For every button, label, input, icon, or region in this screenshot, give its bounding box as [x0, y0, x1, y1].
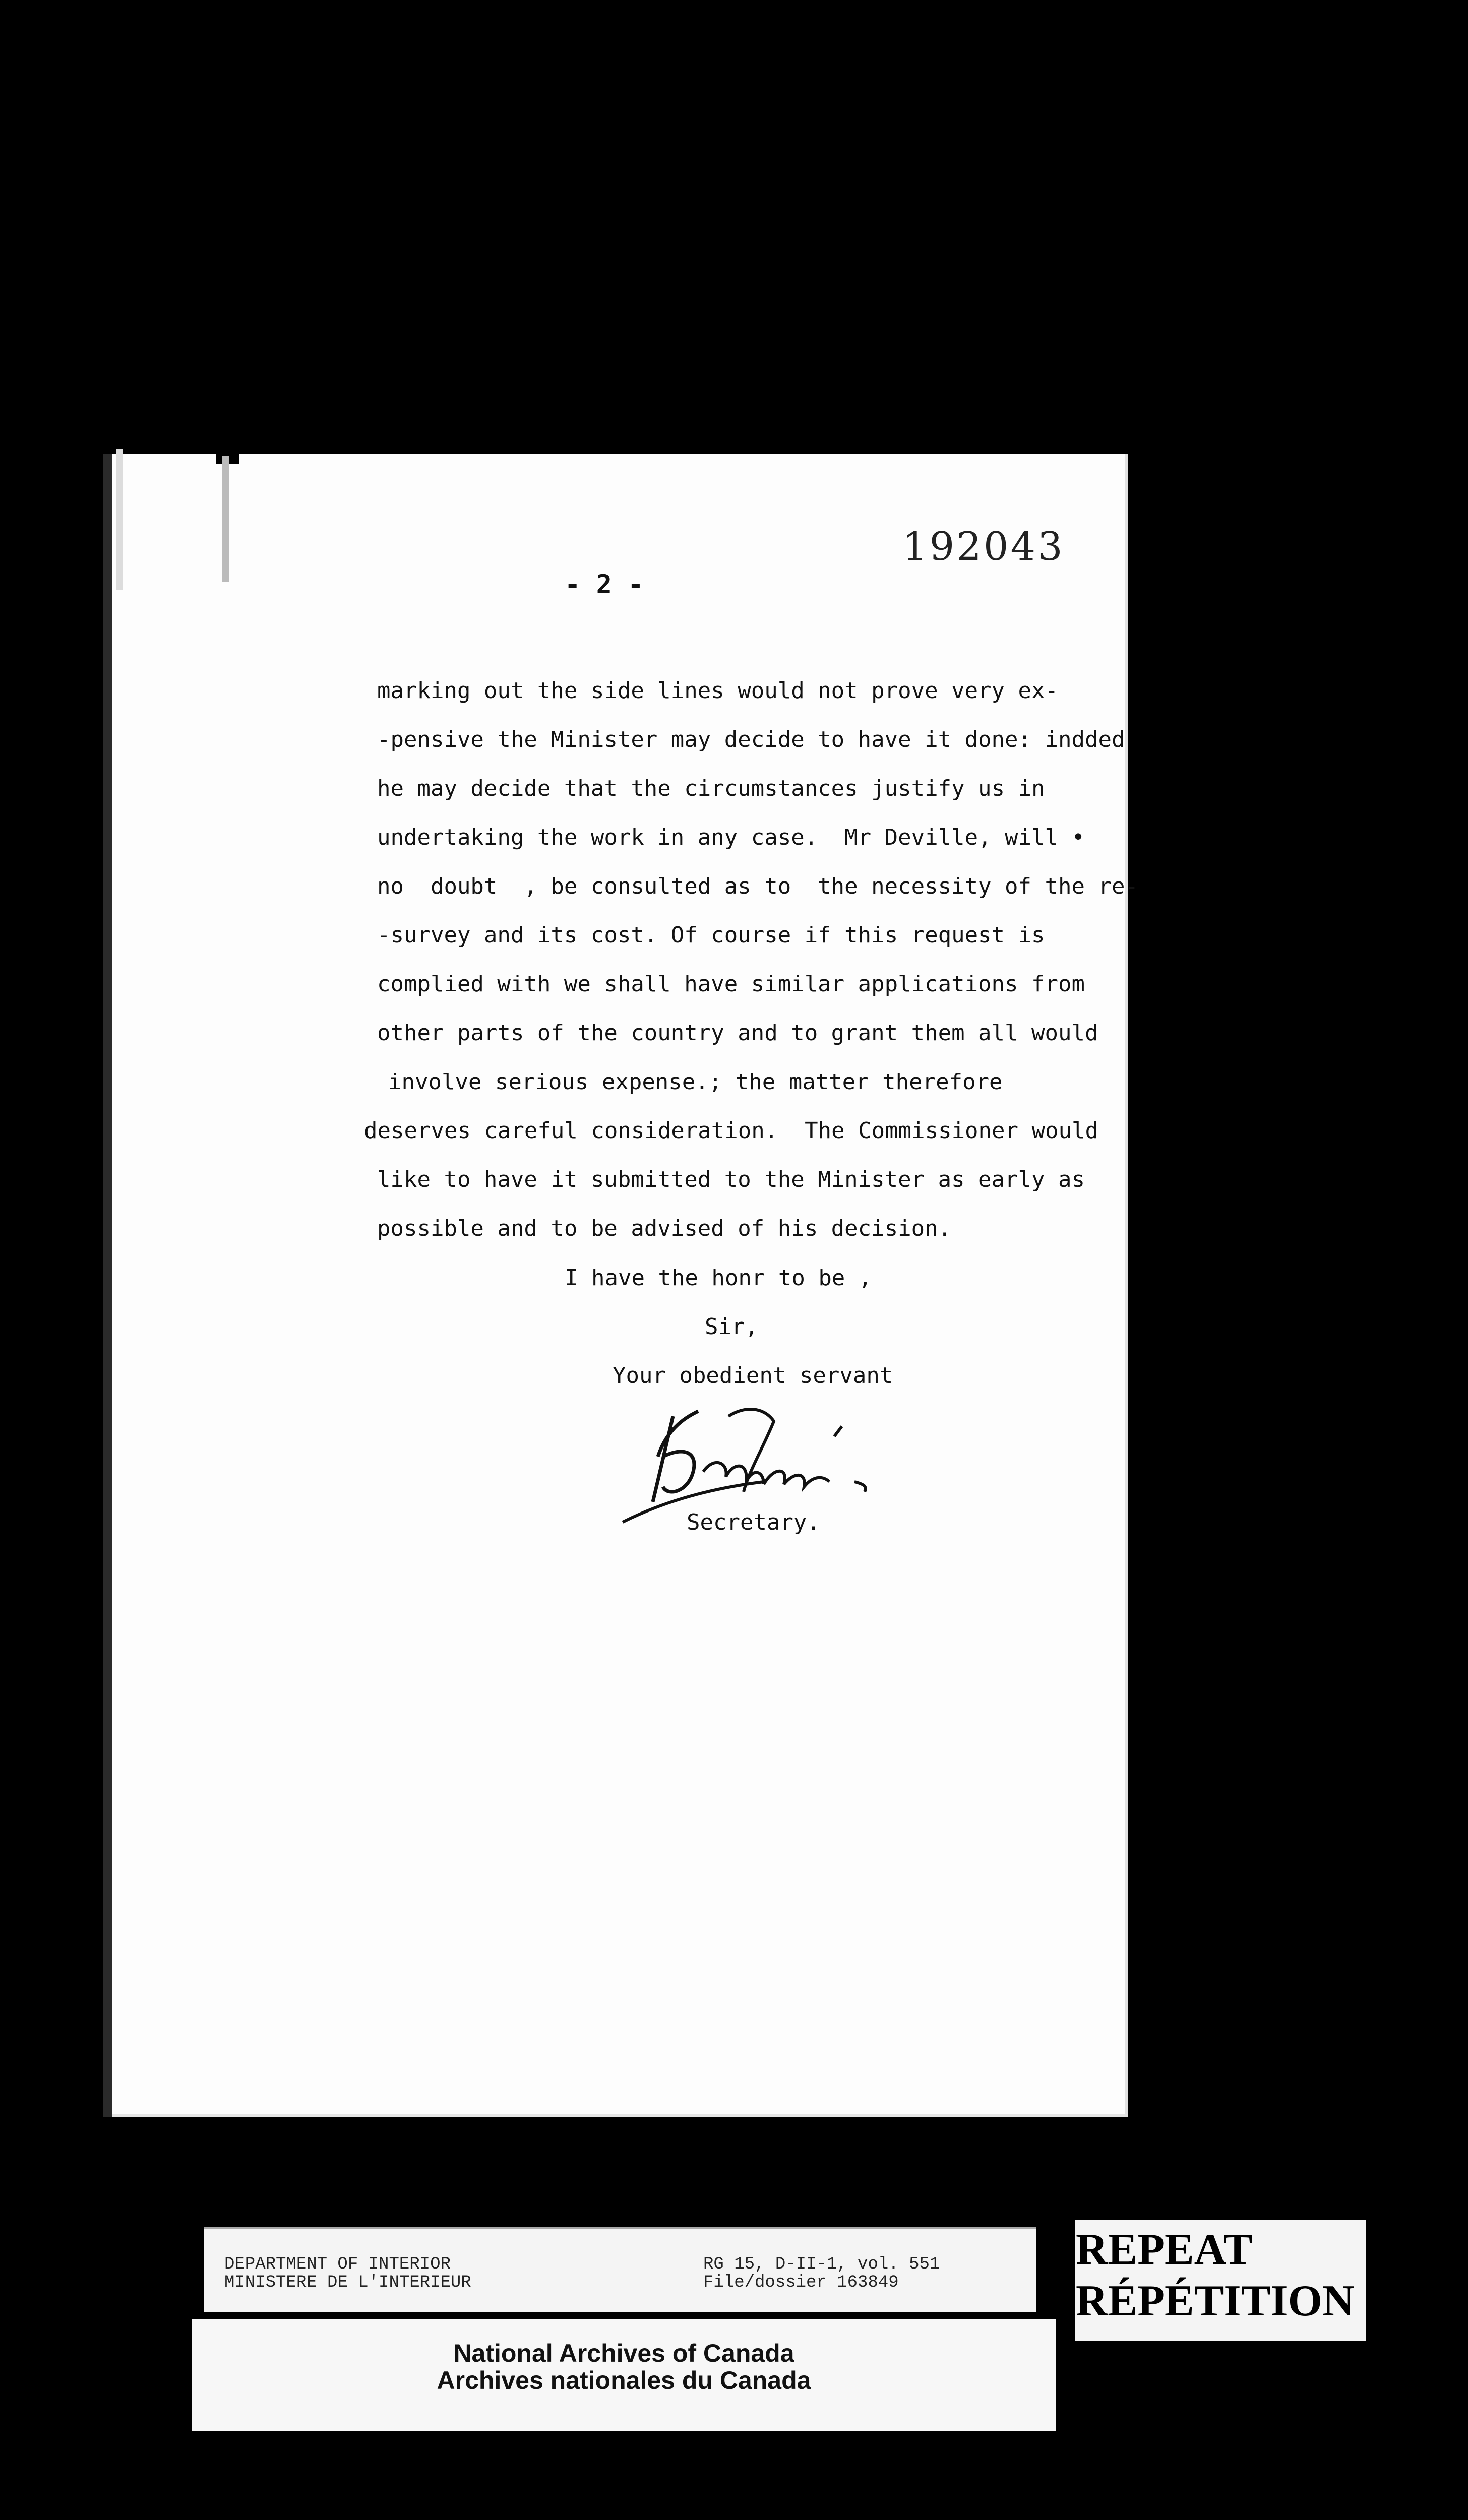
- archives-name-en: National Archives of Canada: [453, 2339, 794, 2367]
- body-line: deserves careful consideration. The Commissioner would: [364, 1118, 1098, 1144]
- closing-line: I have the honr to be ,: [565, 1265, 872, 1291]
- repeat-text-en: REPEAT: [1076, 2225, 1253, 2274]
- archives-name-fr: Archives nationales du Canada: [437, 2366, 811, 2395]
- staple-shadow: [222, 456, 229, 582]
- body-line: other parts of the country and to grant them all would: [377, 1020, 1098, 1046]
- body-line: no doubt , be consulted as to the necessity of the re-: [377, 873, 1138, 899]
- closing-salutation: Sir,: [705, 1314, 758, 1340]
- department-name-fr: MINISTERE DE L'INTERIEUR: [224, 2273, 471, 2292]
- body-line: complied with we shall have similar applications from: [377, 971, 1085, 997]
- department-label: [204, 2227, 1036, 2312]
- page-number: - 2 -: [565, 570, 644, 600]
- file-number-stamp: 192043: [902, 524, 1065, 570]
- signature-title: Secretary.: [687, 1509, 820, 1535]
- body-line: marking out the side lines would not prove very ex-: [377, 678, 1059, 704]
- body-line: he may decide that the circumstances justify us in: [377, 776, 1045, 801]
- body-line: undertaking the work in any case. Mr Deville, will •: [377, 825, 1085, 850]
- handwritten-signature: [613, 1396, 875, 1527]
- closing-servant: Your obedient servant: [613, 1363, 893, 1389]
- staple-fold-mark: [116, 449, 123, 590]
- department-name-en: DEPARTMENT OF INTERIOR: [224, 2255, 451, 2274]
- repeat-text-fr: RÉPÉTITION: [1076, 2277, 1355, 2325]
- file-reference: File/dossier 163849: [703, 2273, 899, 2292]
- body-line: -pensive the Minister may decide to have it done: indded: [377, 727, 1125, 752]
- archives-label: [192, 2319, 1056, 2431]
- body-line: -survey and its cost. Of course if this request is: [377, 922, 1045, 948]
- repeat-label: [1075, 2220, 1366, 2341]
- record-group-reference: RG 15, D-II-1, vol. 551: [703, 2255, 940, 2274]
- body-line: possible and to be advised of his decision.: [377, 1216, 952, 1241]
- body-line: like to have it submitted to the Minister as early as: [377, 1167, 1085, 1192]
- body-line: involve serious expense.; the matter therefore: [388, 1069, 1003, 1095]
